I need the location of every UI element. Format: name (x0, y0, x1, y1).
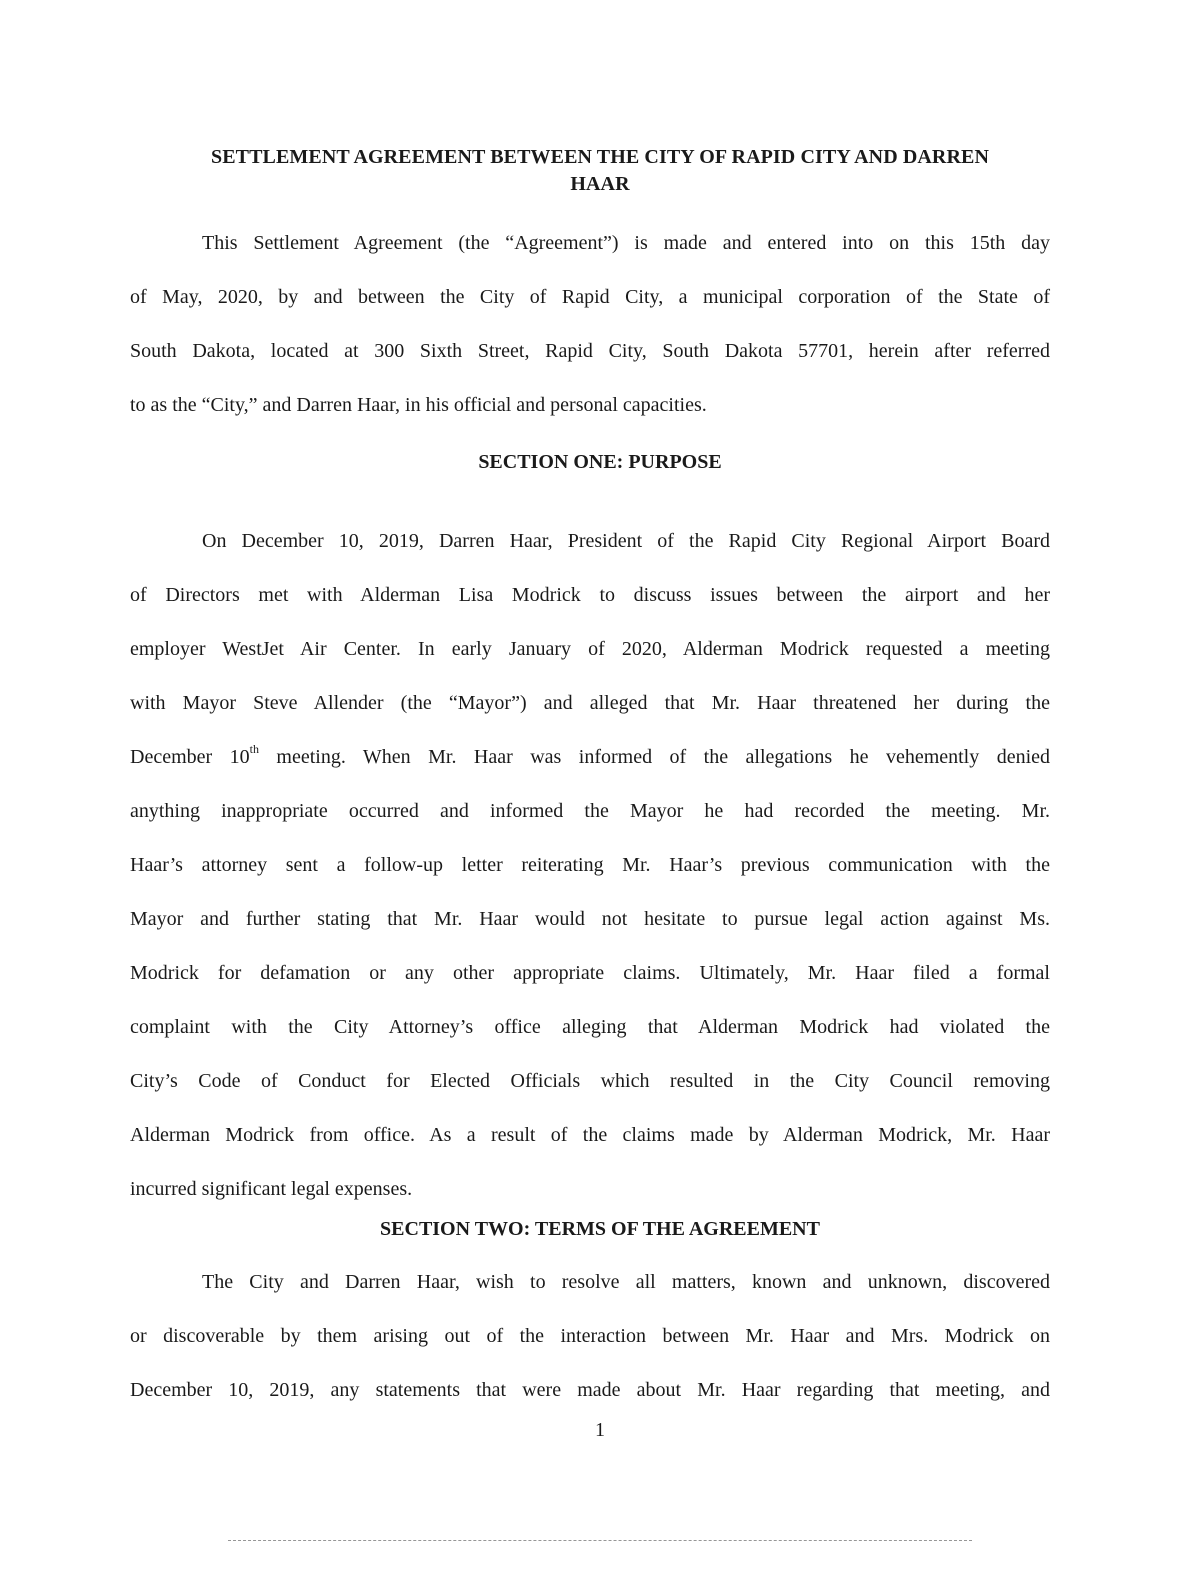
section-two-paragraph (130, 1255, 1050, 1417)
section-one-line: anything inappropriate occurred and informed the Mayor he had recorded the meeting. Mr. (130, 800, 1050, 822)
section-one-paragraph (130, 514, 1050, 1216)
intro-line: South Dakota, located at 300 Sixth Street, Rapid City, South Dakota 57701, herein after referred (130, 340, 1050, 362)
line-remainder: meeting. When Mr. Haar was informed of the allegations he vehemently denied (258, 746, 1050, 768)
section-one-line: Haar’s attorney sent a follow-up letter reiterating Mr. Haar’s previous communication with the (130, 854, 1050, 876)
section-one-line: employer WestJet Air Center. In early January of 2020, Alderman Modrick requested a meeting (130, 638, 1050, 660)
section-one-line: Alderman Modrick from office. As a result of the claims made by Alderman Modrick, Mr. Haar (130, 1124, 1050, 1146)
section-one-line: of Directors met with Alderman Lisa Modrick to discuss issues between the airport and her (130, 584, 1050, 606)
section-one-heading: SECTION ONE: PURPOSE (478, 451, 722, 473)
document-title (120, 144, 1080, 198)
section-two-line: December 10, 2019, any statements that were made about Mr. Haar regarding that meeting, and (130, 1379, 1050, 1401)
intro-line: to as the “City,” and Darren Haar, in his official and personal capacities. (130, 394, 707, 416)
section-one-line: Modrick for defamation or any other appropriate claims. Ultimately, Mr. Haar filed a formal (130, 962, 1050, 984)
section-two-heading: SECTION TWO: TERMS OF THE AGREEMENT (380, 1218, 820, 1240)
title-line-2: HAAR (570, 173, 630, 195)
section-one-line: complaint with the City Attorney’s office alleging that Alderman Modrick had violated the (130, 1016, 1050, 1038)
section-two-line: or discoverable by them arising out of the interaction between Mr. Haar and Mrs. Modrick on (130, 1325, 1050, 1347)
section-one-line: incurred significant legal expenses. (130, 1178, 413, 1200)
ordinal-superscript: th (249, 742, 259, 757)
section-two-line: The City and Darren Haar, wish to resolve all matters, known and unknown, discovered (202, 1271, 1050, 1293)
section-one-line: On December 10, 2019, Darren Haar, President of the Rapid City Regional Airport Board (202, 530, 1050, 552)
section-one-line: City’s Code of Conduct for Elected Officials which resulted in the City Council removing (130, 1070, 1050, 1092)
section-one-line: Mayor and further stating that Mr. Haar would not hesitate to pursue legal action against Ms. (130, 908, 1050, 930)
intro-line: of May, 2020, by and between the City of Rapid City, a municipal corporation of the State of (130, 286, 1050, 308)
section-one-line-with-superscript (130, 730, 1050, 784)
intro-paragraph (130, 216, 1050, 432)
section-one-line: with Mayor Steve Allender (the “Mayor”) and alleged that Mr. Haar threatened her during the (130, 692, 1050, 714)
title-line-1: SETTLEMENT AGREEMENT BETWEEN THE CITY OF RAPID CITY AND DARREN (210, 146, 990, 168)
date-text: December 10 (130, 746, 250, 768)
intro-line: This Settlement Agreement (the “Agreement”) is made and entered into on this 15th day (202, 232, 1050, 254)
page-number: 1 (595, 1419, 605, 1441)
bottom-scan-rule (228, 1540, 972, 1541)
